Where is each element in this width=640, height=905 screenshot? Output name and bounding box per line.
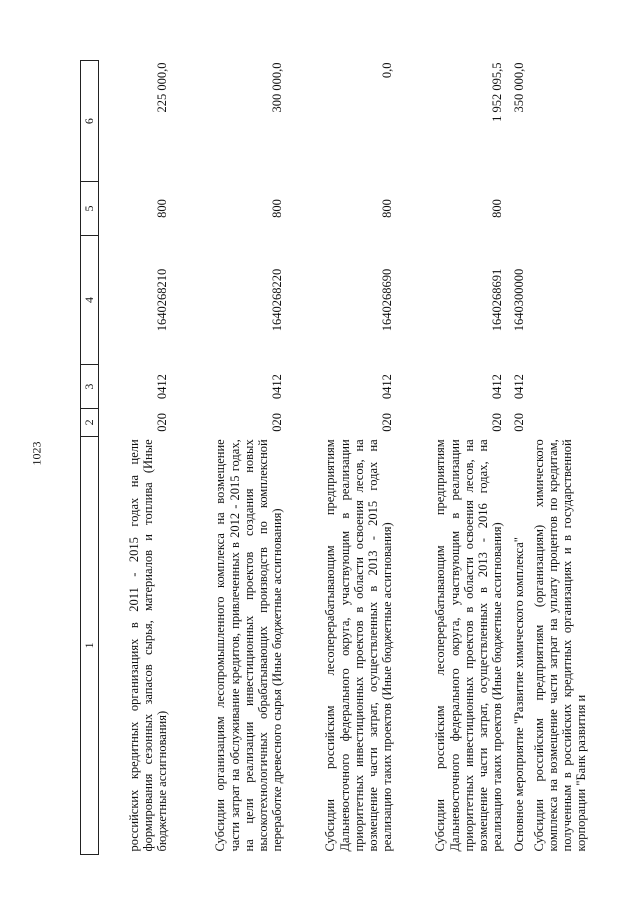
row-col5: 800 xyxy=(490,199,505,218)
row-col2: 020 xyxy=(270,412,285,432)
row-col5 xyxy=(508,182,530,235)
row-col5: 800 xyxy=(380,199,395,218)
row-col5 xyxy=(530,182,600,235)
row-col2 xyxy=(530,408,600,436)
row-col4: 1640300000 xyxy=(512,268,527,332)
row-col6: 350 000,0 xyxy=(512,62,527,113)
row-col6: 0,0 xyxy=(380,62,395,79)
table-row xyxy=(508,61,530,855)
table-row xyxy=(530,61,600,855)
row-col4: 1640268691 xyxy=(490,268,505,332)
row-col4: 1640268690 xyxy=(380,268,395,332)
header-col-1: 1 xyxy=(81,436,99,854)
row-col2: 020 xyxy=(490,412,505,432)
row-description: Субсидии российским лесоперерабатывающим предприятиям Дальневосточного федерального округа, участвующим в реализации приоритетных инвестиционных проектов в области освоения лесов, на возмещение части затрат, осуществленных в 2013 - 2015 годах на реализацию таких проектов (Иные бюджетные ассигнования) xyxy=(323,439,395,852)
table-row xyxy=(99,61,173,855)
row-col6: 300 000,0 xyxy=(270,62,285,113)
row-col2: 020 xyxy=(155,412,170,432)
row-description: Субсидии российским предприятиям (организациям) химического комплекса на возмещение части затрат на уплату процентов по кредитам, полученным в российских кредитных организациях и в государственной корпорации "Банк развития и xyxy=(531,439,589,852)
row-description: российских кредитных организациях в 2011 - 2015 годах на цели формирования сезонных запасов сырья, материалов и топлива (Иные бюджетные ассигнования) xyxy=(126,439,170,852)
rotated-page-content xyxy=(80,60,610,855)
row-col6 xyxy=(530,61,600,182)
row-col3: 0412 xyxy=(512,374,527,400)
header-col-4: 4 xyxy=(81,235,99,365)
header-row xyxy=(81,61,99,855)
row-col2: 020 xyxy=(512,412,527,432)
row-col2: 020 xyxy=(380,412,395,432)
row-col3: 0412 xyxy=(380,374,395,400)
row-col4: 1640268210 xyxy=(155,268,170,332)
row-col5: 800 xyxy=(155,199,170,218)
table-row xyxy=(398,61,508,855)
row-description: Субсидии организациям лесопромышленного комплекса на возмещение части затрат на обслуживание кредитов, привлеченных в 2012 - 2015 годах, на цели реализации инвестиционных проектов создания новых высокотехнологичных обрабатывающих производств по комплексной переработке древесного сырья (Иные бюджетные ассигнования) xyxy=(213,439,285,852)
row-col4 xyxy=(530,235,600,365)
row-col3 xyxy=(530,365,600,409)
row-col3: 0412 xyxy=(490,374,505,400)
table-row xyxy=(173,61,288,855)
header-col-6: 6 xyxy=(81,61,99,182)
row-col4: 1640268220 xyxy=(270,268,285,332)
row-description: Основное мероприятие "Развитие химического комплекса" xyxy=(512,537,527,852)
header-col-2: 2 xyxy=(81,408,99,436)
row-description: Субсидии российским лесоперерабатывающим предприятиям Дальневосточного федерального округа, участвующим в реализации приоритетных инвестиционных проектов в области освоения лесов, на возмещение части затрат, осуществленных в 2013 - 2016 годах, на реализацию таких проектов (Иные бюджетные ассигнования) xyxy=(433,439,505,852)
table-row xyxy=(288,61,398,855)
header-col-5: 5 xyxy=(81,182,99,235)
row-col5: 800 xyxy=(270,199,285,218)
row-col3: 0412 xyxy=(270,374,285,400)
header-col-3: 3 xyxy=(81,365,99,409)
row-col3: 0412 xyxy=(155,374,170,400)
row-col6: 1 952 095,5 xyxy=(490,62,505,122)
budget-table xyxy=(80,60,600,855)
row-col6: 225 000,0 xyxy=(155,62,170,113)
page-number: 1023 xyxy=(29,441,44,466)
